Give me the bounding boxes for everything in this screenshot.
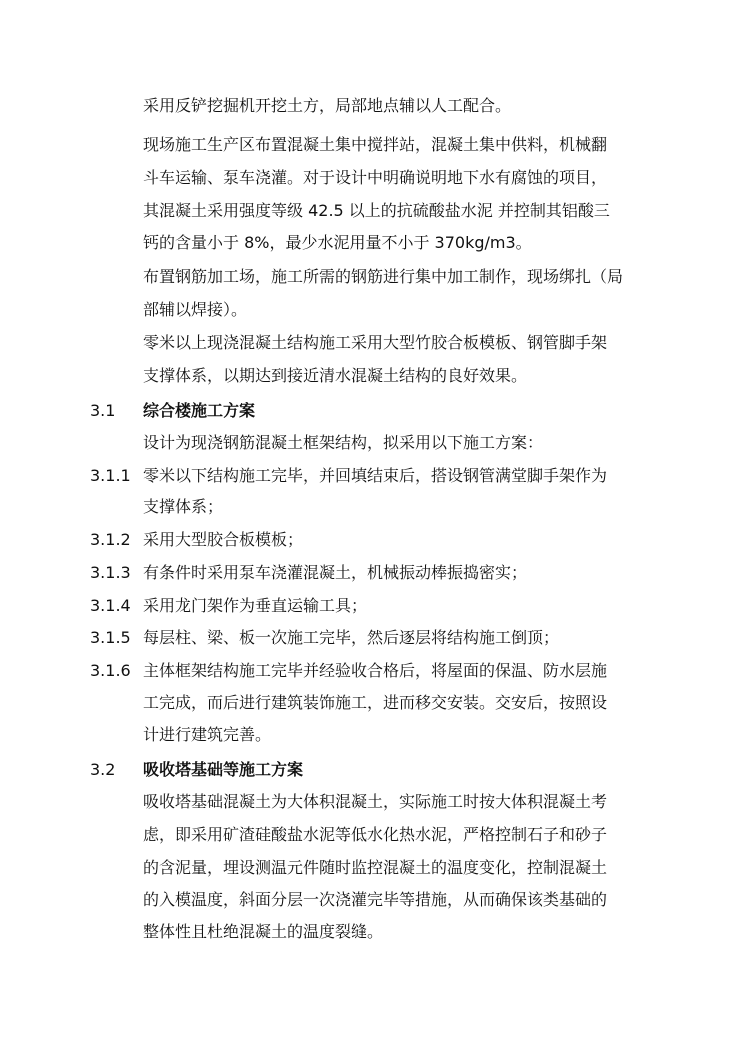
section-3-2-number: 3.2 — [90, 760, 116, 779]
paragraph-concrete-line: 其混凝土采用强度等级 42.5 以上的抗硫酸盐水泥 并控制其铝酸三 — [143, 201, 610, 220]
item-3-1-1-number: 3.1.1 — [90, 466, 131, 485]
section-3-2-body-line: 整体性且杜绝混凝土的温度裂缝。 — [143, 922, 384, 941]
item-3-1-6-line: 计进行建筑完善。 — [143, 725, 272, 744]
item-3-1-2-line: 采用大型胶合板模板； — [143, 530, 304, 549]
paragraph-concrete-line: 钙的含量小于 8%，最少水泥用量不小于 370kg/m3。 — [143, 233, 532, 252]
item-3-1-1-line: 零米以下结构施工完毕，并回填结束后，搭设钢管满堂脚手架作为 — [143, 466, 608, 485]
paragraph-concrete-line: 现场施工生产区布置混凝土集中搅拌站，混凝土集中供料，机械翻 — [143, 135, 608, 154]
item-3-1-3-number: 3.1.3 — [90, 563, 131, 582]
item-3-1-5-line: 每层柱、梁、板一次施工完毕，然后逐层将结构施工倒顶； — [143, 628, 560, 647]
item-3-1-3-line: 有条件时采用泵车浇灌混凝土，机械振动棒振捣密实； — [143, 563, 528, 582]
section-3-2-body-line: 吸收塔基础混凝土为大体积混凝土，实际施工时按大体积混凝土考 — [143, 792, 608, 811]
section-3-2-title: 吸收塔基础等施工方案 — [143, 760, 304, 779]
paragraph-concrete-line: 斗车运输、泵车浇灌。对于设计中明确说明地下水有腐蚀的项目， — [143, 168, 608, 187]
section-3-1-title: 综合楼施工方案 — [143, 401, 256, 420]
paragraph-rebar-line: 布置钢筋加工场，施工所需的钢筋进行集中加工制作，现场绑扎（局 — [143, 267, 624, 286]
section-3-2-body-line: 虑，即采用矿渣硅酸盐水泥等低水化热水泥，严格控制石子和砂子 — [143, 825, 608, 844]
paragraph-formwork-line: 零米以上现浇混凝土结构施工采用大型竹胶合板模板、钢管脚手架 — [143, 333, 608, 352]
item-3-1-2-number: 3.1.2 — [90, 530, 131, 549]
item-3-1-6-line: 工完成，而后进行建筑装饰施工，进而移交安装。交安后，按照设 — [143, 693, 608, 712]
section-3-2-body-line: 的入模温度，斜面分层一次浇灌完毕等措施，从而确保该类基础的 — [143, 890, 608, 909]
section-3-1-number: 3.1 — [90, 401, 116, 420]
item-3-1-4-number: 3.1.4 — [90, 596, 131, 615]
paragraph-formwork-line: 支撑体系，以期达到接近清水混凝土结构的良好效果。 — [143, 366, 528, 385]
item-3-1-5-number: 3.1.5 — [90, 628, 131, 647]
paragraph-excavation: 采用反铲挖掘机开挖土方，局部地点辅以人工配合。 — [143, 96, 512, 115]
item-3-1-6-number: 3.1.6 — [90, 661, 131, 680]
item-3-1-1-line: 支撑体系； — [143, 497, 224, 516]
paragraph-rebar-line: 部辅以焊接）。 — [143, 300, 248, 319]
section-3-2-body-line: 的含泥量，埋设测温元件随时监控混凝土的温度变化，控制混凝土 — [143, 858, 608, 877]
item-3-1-4-line: 采用龙门架作为垂直运输工具； — [143, 596, 368, 615]
section-3-1-intro: 设计为现浇钢筋混凝土框架结构，拟采用以下施工方案： — [143, 433, 544, 452]
item-3-1-6-line: 主体框架结构施工完毕并经验收合格后，将屋面的保温、防水层施 — [143, 661, 608, 680]
